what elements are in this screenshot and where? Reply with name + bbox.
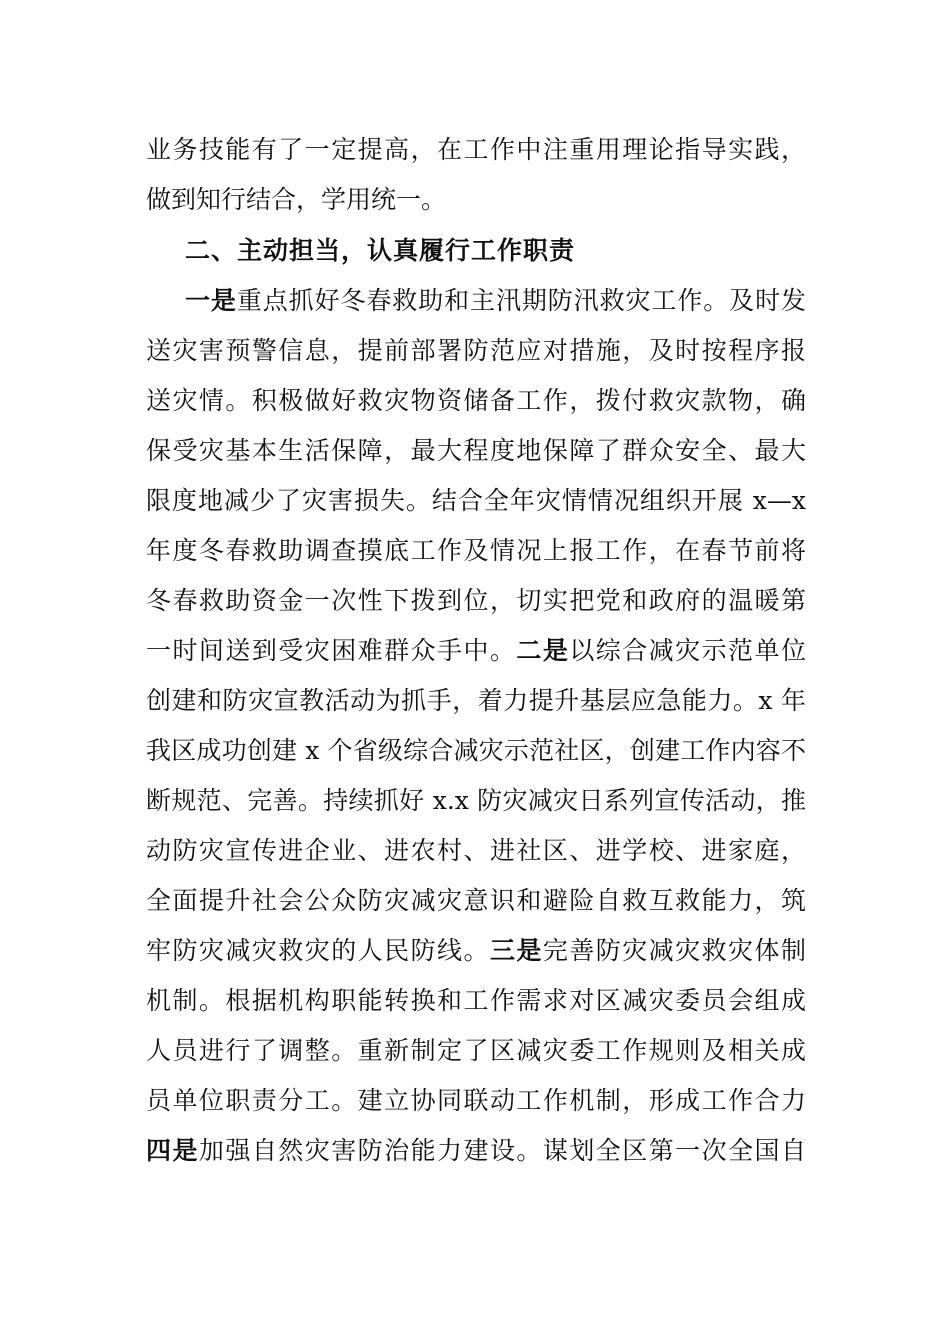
paragraph-line: 动防灾宣传进企业、进农村、进社区、进学校、进家庭， bbox=[146, 836, 806, 865]
paragraph-line: 送灾害预警信息，提前部署防范应对措施，及时按程序报 bbox=[146, 336, 806, 365]
lead-label-two: 二是 bbox=[516, 636, 570, 665]
paragraph-line bbox=[146, 631, 806, 671]
intro-line-1: 业务技能有了一定提高，在工作中注重用理论指导实践， bbox=[146, 135, 806, 164]
paragraph-line: 员单位职责分工。建立协同联动工作机制，形成工作合力 bbox=[146, 1086, 806, 1115]
lead-label-three: 三是 bbox=[489, 936, 543, 965]
paragraph-line: 机制。根据机构职能转换和工作需求对区减灾委员会组成 bbox=[146, 986, 806, 1015]
paragraph-line: 我区成功创建 x 个省级综合减灾示范社区，创建工作内容不 bbox=[146, 736, 806, 765]
paragraph-line: 年度冬春救助调查摸底工作及情况上报工作，在春节前将 bbox=[146, 536, 806, 565]
line-text: 完善防灾减灾救灾体制 bbox=[542, 936, 806, 965]
paragraph-line: 断规范、完善。持续抓好 x.x 防灾减灾日系列宣传活动，推 bbox=[146, 786, 806, 815]
line-text: 以综合减灾示范单位 bbox=[569, 636, 806, 665]
lead-label-one: 一是 bbox=[185, 286, 237, 315]
paragraph-line: 人员进行了调整。重新制定了区减灾委工作规则及相关成 bbox=[146, 1036, 806, 1065]
paragraph-line: 创建和防灾宣教活动为抓手，着力提升基层应急能力。x 年 bbox=[146, 686, 806, 715]
paragraph-line bbox=[185, 281, 806, 321]
line-text: 加强自然灾害防治能力建设。谋划全区第一次全国自 bbox=[198, 1136, 806, 1165]
paragraph-line: 冬春救助资金一次性下拨到位，切实把党和政府的温暖第 bbox=[146, 586, 806, 615]
paragraph-line bbox=[146, 931, 806, 971]
paragraph-line: 送灾情。积极做好救灾物资储备工作，拨付救灾款物，确 bbox=[146, 386, 806, 415]
line-text: 一时间送到受灾困难群众手中。 bbox=[146, 636, 517, 665]
paragraph-line: 限度地减少了灾害损失。结合全年灾情情况组织开展 x—x bbox=[146, 486, 806, 515]
paragraph-line: 保受灾基本生活保障，最大程度地保障了群众安全、最大 bbox=[146, 436, 806, 465]
line-text: 牢防灾减灾救灾的人民防线。 bbox=[146, 936, 490, 965]
lead-label-four: 四是 bbox=[146, 1136, 199, 1165]
paragraph-line bbox=[146, 1131, 806, 1171]
section-heading: 二、主动担当，认真履行工作职责 bbox=[185, 236, 576, 265]
intro-line-2: 做到知行结合，学用统一。 bbox=[146, 185, 447, 214]
paragraph-line: 全面提升社会公众防灾减灾意识和避险自救互救能力，筑 bbox=[146, 886, 806, 915]
line-text: 重点抓好冬春救助和主汛期防汛救灾工作。及时发 bbox=[236, 286, 806, 315]
